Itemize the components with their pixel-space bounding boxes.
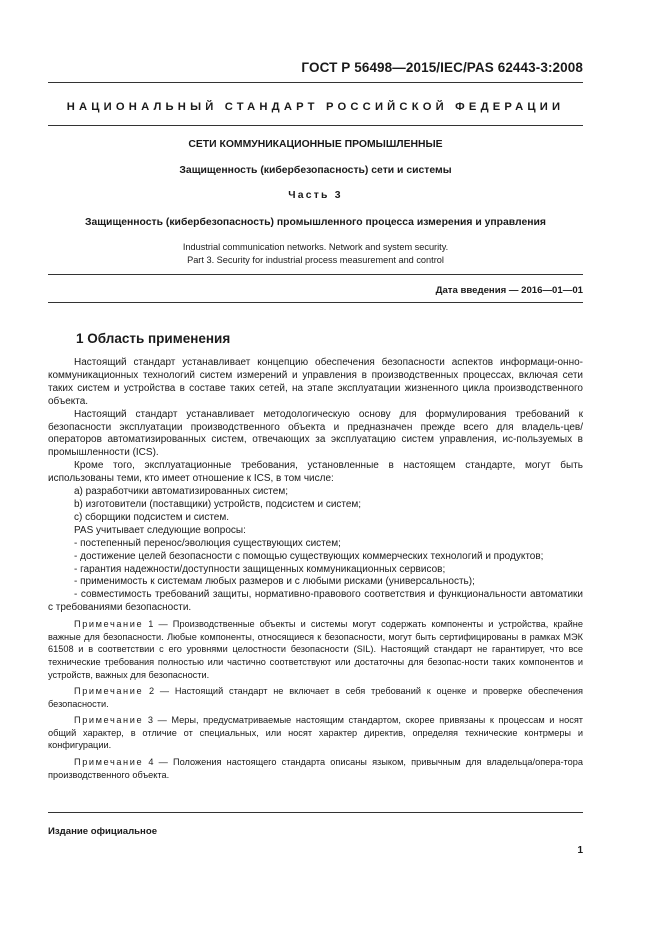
list-item: - достижение целей безопасности с помощью существующих коммерческих технологий и продуктов; [74,550,544,562]
footer-divider [48,812,583,813]
list-item: а) разработчики автоматизированных систем; [74,486,288,498]
title-line-1: СЕТИ КОММУНИКАЦИОННЫЕ ПРОМЫШЛЕННЫЕ [188,139,443,150]
paragraph: Настоящий стандарт устанавливает концепцию обеспечения безопасности аспектов информаци-онно-коммуникационных технологий систем измерений и управления в производственных процессах, включая сети таких систем и устройства в составе таких сетей, на этапе эксплуатации жизненного цикла производственного объекта. [48,357,583,407]
date-bottom-divider [48,302,583,303]
page-number: 1 [577,845,583,856]
note [48,685,583,710]
title-part: Часть 3 [288,190,343,201]
list-item: - применимость к системам любых размеров и с любыми рисками (универсальность); [74,576,475,588]
title-divider [48,125,583,126]
english-title [48,241,583,267]
note-label: Примечание [74,686,144,697]
paragraph: Настоящий стандарт устанавливает методологическую основу для формулирования требований к безопасности эксплуатации производственного объекта и предназначен прежде всего для владель-цев/операторов автоматизированных систем, отвечающих за эксплуатацию систем управления, ис-пользуемых в промышленности (ICS). [48,408,583,459]
note-text: 3 — Меры, предусматриваемые настоящим стандартом, скорее привязаны к процессам и носят общий характер, в отличие от специальных, или носят характер директив, определяя технические контрмеры и конфигурации. [48,715,583,751]
list-item: - совместимость требований защиты, нормативно-правового соответствия и функциональности автоматики с требованиями безопасности. [48,589,583,614]
note-text: 1 — Производственные объекты и системы могут содержать компоненты и устройства, крайне важные для безопасности. Любые компоненты, относящиеся к безопасности, могут быть сертифицированы в рамках МЭК 61508 и в соответствии с его уровнями целостности безопасности (SIL). Настоящий стандарт не гарантирует, что все технические требования полностью или частично соответствуют или достаточны для безопас-ности таких компонентов и устройств, важных для безопасности. [48,619,583,680]
note [48,618,583,681]
note-label: Примечание [74,757,144,768]
standard-code: ГОСТ Р 56498—2015/IEC/PAS 62443-3:2008 [301,60,583,75]
note-text: 2 — Настоящий стандарт не включает в себя требований к оценке и проверке обеспечения безопасности. [48,686,583,709]
note-text: 4 — Положения настоящего стандарта описаны языком, привычным для владельца/опера-тора производственного объекта. [48,757,583,780]
list-item: с) сборщики подсистем и систем. [74,511,230,523]
note [48,714,583,752]
national-standard-heading: НАЦИОНАЛЬНЫЙ СТАНДАРТ РОССИЙСКОЙ ФЕДЕРАЦИИ [66,101,565,113]
note-label: Примечание [74,715,144,726]
pas-intro: PAS учитывает следующие вопросы: [74,524,246,536]
note [48,756,583,781]
title-line-3: Защищенность (кибербезопасность) промышленного процесса измерения и управления [85,217,546,228]
list-item: b) изготовители (поставщики) устройств, подсистем и систем; [74,498,362,510]
introduction-date: Дата введения — 2016—01—01 [435,285,583,296]
section-body [48,357,583,785]
title-line-2: Защищенность (кибербезопасность) сети и системы [179,165,452,176]
date-divider [48,274,583,275]
official-edition-label: Издание официальное [48,826,158,837]
english-title-line-1: Industrial communication networks. Network and system security. [182,242,449,252]
header-divider [48,82,583,83]
english-title-line-2: Part 3. Security for industrial process measurement and control [187,255,444,265]
paragraph: Кроме того, эксплуатационные требования, установленные в настоящем стандарте, могут быть использованы теми, кто имеет отношение к ICS, в том числе: [48,460,583,485]
list-item: - гарантия надежности/доступности защищенных коммуникационных сервисов; [74,563,446,575]
list-item: - постепенный перенос/эволюция существующих систем; [74,537,341,549]
section-title: 1 Область применения [76,331,231,346]
note-label: Примечание [74,619,144,630]
